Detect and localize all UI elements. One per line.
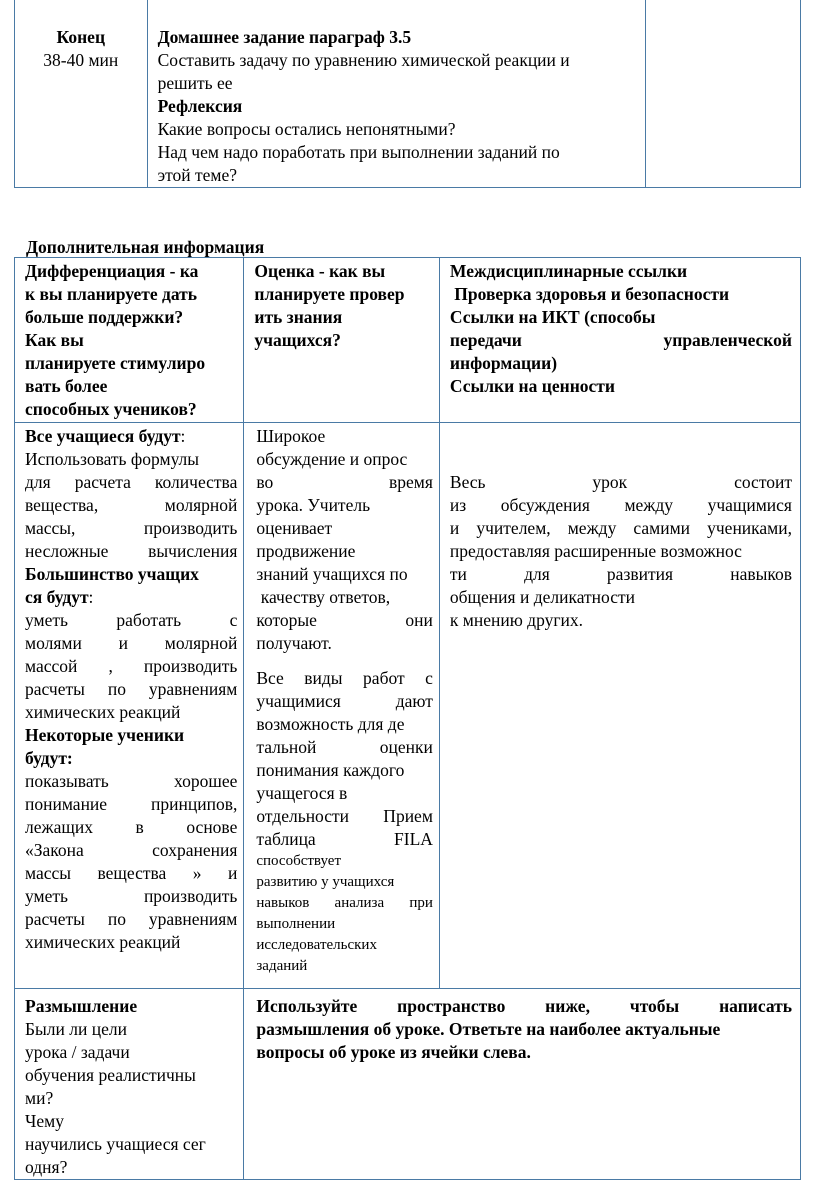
text-line: Широкое xyxy=(256,426,326,446)
differentiation-cell xyxy=(15,423,244,989)
text-line: понимания каждого xyxy=(256,760,405,780)
text-line: оценивает xyxy=(256,518,333,538)
text-line: уметь производить xyxy=(25,886,238,906)
text-line: понимание принципов, xyxy=(25,794,238,814)
text-line: Ссылки на ИКТ (способы xyxy=(449,307,656,327)
text-line: ся будут xyxy=(25,587,89,607)
text-line: вещества, молярной xyxy=(25,495,238,515)
text-line xyxy=(256,655,433,667)
text-line: способствует xyxy=(256,853,342,869)
reflection-text: этой теме? xyxy=(157,165,238,185)
text-line: способных учеников? xyxy=(25,399,197,419)
text-line: уметь работать с xyxy=(25,610,238,630)
text-line: исследовательских xyxy=(256,937,377,953)
text-line: выполнении xyxy=(256,916,336,932)
text-line: вопросы об уроке из ячейки слева. xyxy=(256,1042,531,1062)
text-line: размышления об уроке. Ответьте на наиболее актуальные xyxy=(256,1019,721,1039)
text-line: «Закона сохранения xyxy=(25,840,238,860)
additional-info-title: Дополнительная информация xyxy=(26,237,265,257)
homework-title: Домашнее задание параграф 3.5 xyxy=(157,27,412,47)
text-line: Некоторые ученики xyxy=(25,725,185,745)
text-line: больше поддержки? xyxy=(25,307,184,327)
text-line: вать более xyxy=(25,376,108,396)
homework-text: решить ее xyxy=(157,73,233,93)
text-line: общения и деликатности xyxy=(449,587,635,607)
reflection-space-cell[interactable] xyxy=(244,989,801,1180)
reflection-text: Над чем надо поработать при выполнении заданий по xyxy=(157,142,560,162)
homework-cell xyxy=(147,0,645,188)
reflection-title: Рефлексия xyxy=(157,96,243,116)
text-line: заданий xyxy=(256,958,308,974)
text-line xyxy=(25,586,237,609)
links-cell xyxy=(439,423,800,989)
additional-info-table xyxy=(14,257,801,1180)
text-line: Все виды работ с xyxy=(256,668,433,688)
text-line: Большинство учащих xyxy=(25,564,199,584)
text-line: Все учащиеся будут xyxy=(25,426,181,446)
text-line: Размышление xyxy=(25,996,138,1016)
empty-cell xyxy=(646,0,801,188)
text-line: Ссылки на ценности xyxy=(449,376,615,396)
text-line: Использовать формулы xyxy=(25,449,200,469)
text-line: отдельности Прием xyxy=(256,806,433,826)
text-line: : xyxy=(180,426,186,446)
text-line: Чему xyxy=(25,1111,64,1131)
text-line: планируете провер xyxy=(254,284,405,304)
text-line: одня? xyxy=(25,1157,68,1177)
text-line: массы, производить xyxy=(25,518,238,538)
text-line: массой , производить xyxy=(25,656,238,676)
text-line: Были ли цели xyxy=(25,1019,127,1039)
text-line: урока. Учитель xyxy=(256,495,371,515)
text-line: молями и молярной xyxy=(25,633,238,653)
text-line: расчеты по уравнениям xyxy=(25,679,238,699)
text-line xyxy=(25,425,237,448)
text-line: несложные вычисления xyxy=(25,541,238,561)
text-line: химических реакций xyxy=(25,932,181,952)
text-line: Оценка - как вы xyxy=(254,261,386,281)
text-line: ти для развития навыков xyxy=(449,564,792,584)
text-line: будут: xyxy=(25,748,73,768)
stage-time: 38-40 мин xyxy=(43,50,119,70)
text-line: обучения реалистичны xyxy=(25,1065,196,1085)
text-line: передачи управленческой xyxy=(449,330,792,350)
text-line: Используйте пространство ниже, чтобы написать xyxy=(256,996,792,1016)
text-line: научились учащиеся сег xyxy=(25,1134,206,1154)
header-links xyxy=(439,258,800,423)
text-line: тальной оценки xyxy=(256,737,433,757)
text-line: предоставляя расширенные возможнос xyxy=(449,541,742,561)
text-line: Междисциплинарные ссылки xyxy=(449,261,688,281)
stage-title: Конец xyxy=(56,27,106,47)
lesson-end-table xyxy=(14,0,801,188)
text-line: из обсуждения между учащимися xyxy=(449,495,792,515)
text-line: массы вещества » и xyxy=(25,863,238,883)
text-line: планируете стимулиро xyxy=(25,353,206,373)
assessment-cell xyxy=(244,423,440,989)
text-line: учащихся? xyxy=(254,330,341,350)
text-line: знаний учащихся по xyxy=(256,564,408,584)
text-line: Как вы xyxy=(25,330,84,350)
text-line: показывать хорошее xyxy=(25,771,238,791)
text-line: таблица FILA xyxy=(256,829,433,849)
text-line: Проверка здоровья и безопасности xyxy=(449,284,730,304)
text-line: расчеты по уравнениям xyxy=(25,909,238,929)
text-line: во время xyxy=(256,472,433,492)
text-line: учащегося в xyxy=(256,783,348,803)
text-line: которые они xyxy=(256,610,433,630)
text-line: Дифференциация - ка xyxy=(25,261,199,281)
text-line: информации) xyxy=(449,353,558,373)
text-line: : xyxy=(88,587,94,607)
text-line: развитию у учащихся xyxy=(256,874,395,890)
text-line: продвижение xyxy=(256,541,356,561)
text-line: ить знания xyxy=(254,307,343,327)
text-line: навыков анализа при xyxy=(256,895,433,911)
text-line: учащимися дают xyxy=(256,691,433,711)
text-line: химических реакций xyxy=(25,702,181,722)
reflection-questions-cell xyxy=(15,989,244,1180)
homework-text: Составить задачу по уравнению химической реакции и xyxy=(157,50,570,70)
header-assessment xyxy=(244,258,440,423)
text-line: урока / задачи xyxy=(25,1042,130,1062)
text-line: лежащих в основе xyxy=(25,817,238,837)
text-line: качеству ответов, xyxy=(256,587,391,607)
text-line: для расчета количества xyxy=(25,472,238,492)
text-line: ми? xyxy=(25,1088,54,1108)
text-line: и учителем, между самими учениками, xyxy=(449,518,792,538)
text-line: получают. xyxy=(256,633,332,653)
text-line: возможность для де xyxy=(256,714,405,734)
text-line: Весь урок состоит xyxy=(449,472,792,492)
text-line: к мнению других. xyxy=(449,610,584,630)
stage-cell xyxy=(15,0,148,188)
header-differentiation xyxy=(15,258,244,423)
text-line: обсуждение и опрос xyxy=(256,449,408,469)
text-line: к вы планируете дать xyxy=(25,284,197,304)
reflection-text: Какие вопросы остались непонятными? xyxy=(157,119,456,139)
